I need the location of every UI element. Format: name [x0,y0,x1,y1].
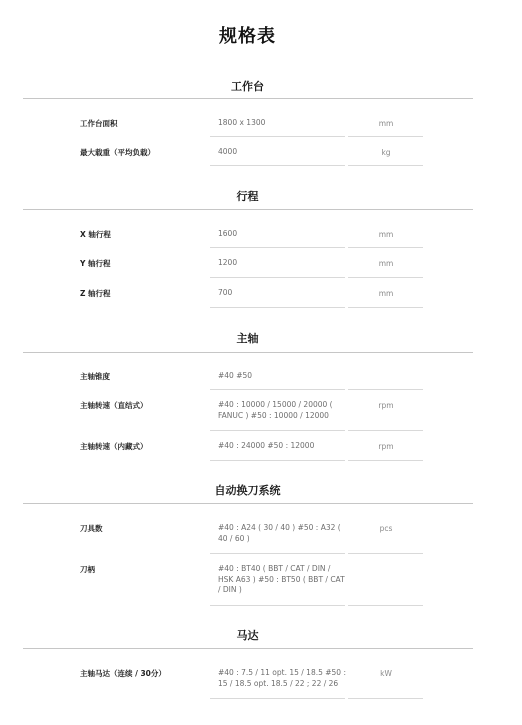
spec-unit: rpm [378,401,394,410]
row-divider [348,460,423,461]
row-divider [348,136,423,137]
spec-unit: pcs [379,524,393,533]
spec-value: 700 [218,288,233,297]
section-worktable [0,80,495,94]
row-divider [210,165,345,166]
spec-unit: mm [378,230,394,239]
row-divider [210,430,345,431]
spec-label: 主轴转速（内藏式） [80,442,148,451]
spec-label: X 轴行程 [80,230,111,239]
row-divider [348,165,423,166]
spec-label: 主轴锥度 [80,372,110,381]
section-title: 工作台 [231,80,264,93]
spec-value: #40 : A24 ( 30 / 40 ) #50 : A32 ( 40 / 60 ) [218,523,341,543]
spec-value: #40 : 10000 / 15000 / 20000 ( FANUC ) #50 : 10000 / 12000 [218,400,333,420]
spec-value: #40 #50 [218,371,253,380]
spec-unit: mm [378,119,394,128]
spec-value: 1200 [218,258,238,267]
row-divider [210,553,345,554]
spec-label: 主轴转速（直结式） [80,401,148,410]
spec-label: 刀具数 [80,524,103,533]
row-divider [210,698,345,699]
row-divider [348,277,423,278]
spec-value: 4000 [218,147,238,156]
row-divider [348,307,423,308]
row-divider [210,605,345,606]
spec-unit: kg [381,148,391,157]
row-divider [348,553,423,554]
spec-value: 1800 x 1300 [218,118,266,127]
section-divider [23,352,473,353]
page-title: 规格表 [219,26,276,47]
spec-label: Z 轴行程 [80,289,111,298]
row-divider [348,605,423,606]
section-title: 马达 [236,629,259,642]
spec-value: #40 : 7.5 / 11 opt. 15 / 18.5 #50 : 15 / 18.5 opt. 18.5 / 22 ; 22 / 26 [218,668,346,688]
section-divider [23,98,473,99]
spec-unit: mm [378,289,394,298]
section-atc [0,484,495,498]
section-title: 主轴 [236,332,259,345]
section-spindle [0,332,495,346]
spec-unit: rpm [378,442,394,451]
spec-value: 1600 [218,229,238,238]
section-divider [23,503,473,504]
row-divider [210,277,345,278]
section-title: 行程 [236,190,259,203]
section-divider [23,209,473,210]
row-divider [210,389,345,390]
row-divider [210,247,345,248]
row-divider [210,136,345,137]
section-divider [23,648,473,649]
spec-value: #40 : BT40 ( BBT / CAT / DIN / HSK A63 ) #50 : BT50 ( BBT / CAT / DIN ) [218,564,345,594]
spec-label: 工作台面积 [80,119,118,128]
row-divider [210,307,345,308]
row-divider [348,430,423,431]
spec-label: 刀柄 [80,565,95,574]
spec-value: #40 : 24000 #50 : 12000 [218,441,315,450]
spec-unit: mm [378,259,394,268]
section-motor [0,629,495,643]
row-divider [348,698,423,699]
row-divider [348,247,423,248]
spec-label: Y 轴行程 [80,259,111,268]
spec-unit: kW [380,669,392,678]
row-divider [210,460,345,461]
section-travel [0,190,495,204]
spec-label: 主轴马达（连续 / 30分） [80,669,166,678]
row-divider [348,389,423,390]
spec-label: 最大载重（平均负载） [80,148,155,157]
section-title: 自动换刀系统 [214,484,281,497]
